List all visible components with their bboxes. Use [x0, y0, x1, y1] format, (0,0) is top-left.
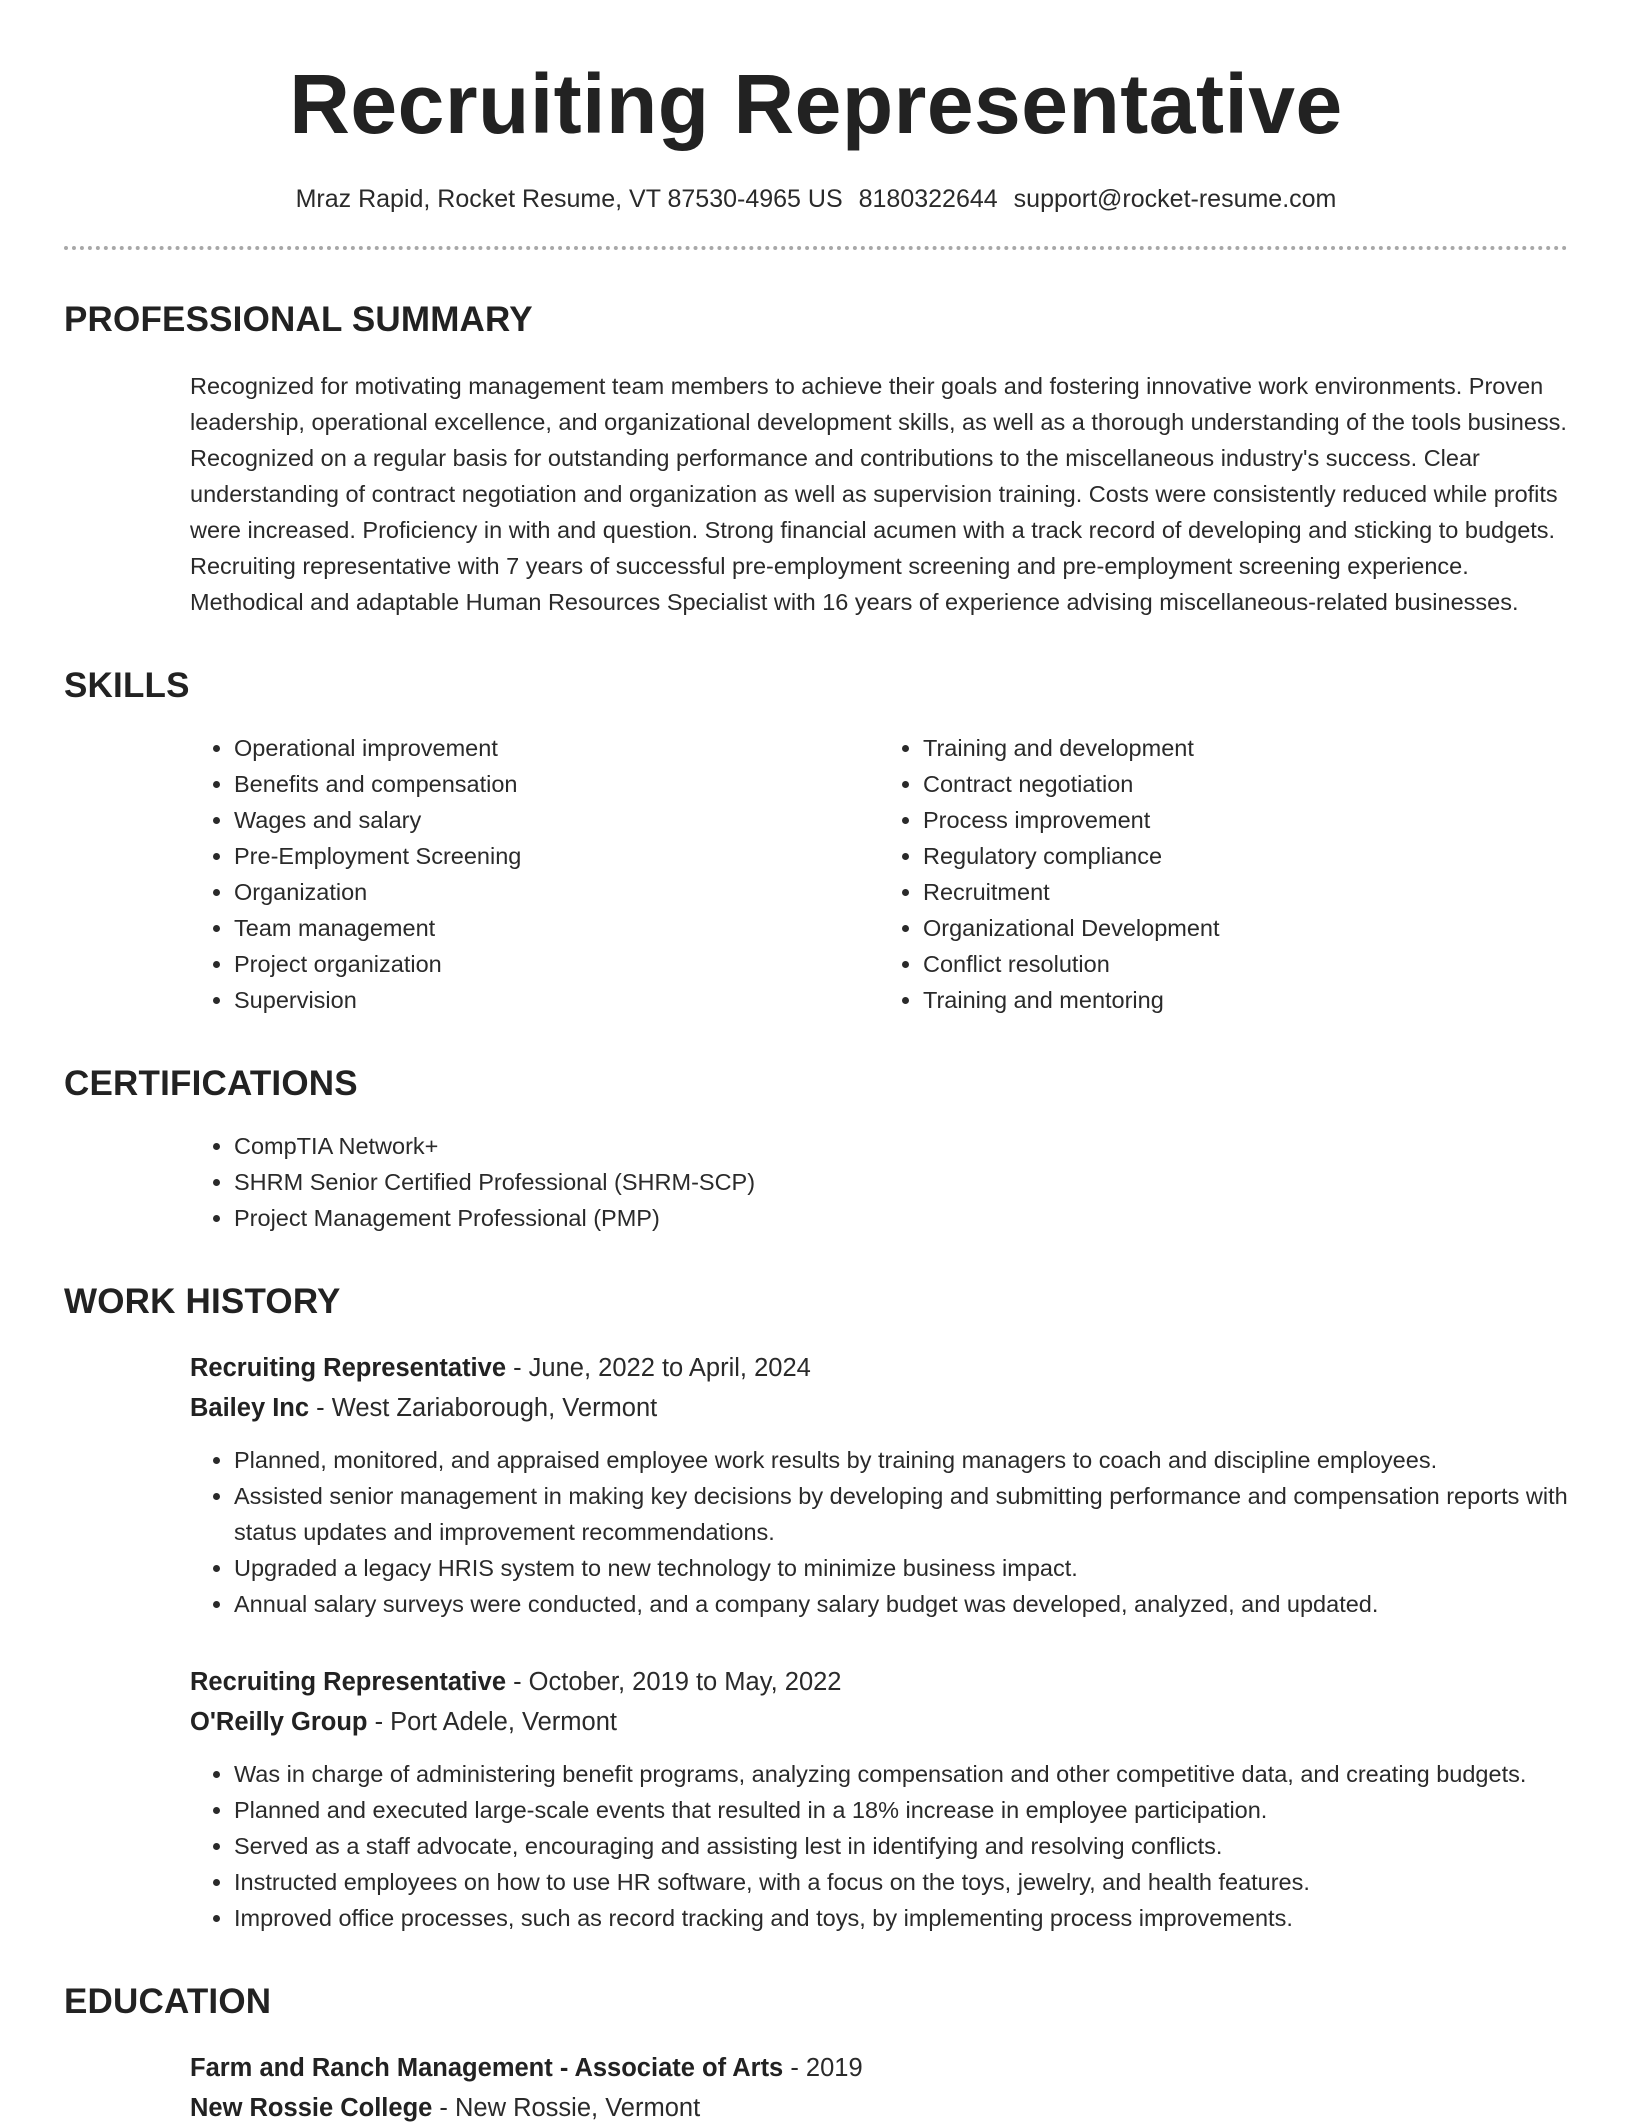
contact-email: support@rocket-resume.com — [1013, 185, 1337, 213]
summary-text: Recognized for motivating management team members to achieve their goals and fostering innovative work environments. Proven leadership, operational excellence, and organizational development skills, as well as a thorough understanding of the tools business. Recognized on a regular basis for outstanding performance and contributions to the miscellaneous industry's success. Clear understanding of contract negotiation and organization as well as supervision training. Costs were consistently reduced while profits were increased. Proficiency in with and question. Strong financial acumen with a track record of developing and sticking to budgets. Recruiting representative with 7 years of successful pre-employment screening and pre-employment screening experience. Methodical and adaptable Human Resources Specialist with 16 years of experience advising miscellaneous-related businesses. — [190, 373, 1567, 615]
education-degree: Farm and Ranch Management - Associate of Arts — [190, 2054, 784, 2082]
summary-section — [64, 298, 1568, 620]
skill-item: • Project organization — [234, 946, 879, 982]
summary-heading: PROFESSIONAL SUMMARY — [64, 300, 533, 339]
job-duty: • Upgraded a legacy HRIS system to new technology to minimize business impact. — [234, 1550, 1568, 1586]
skill-item: • Wages and salary — [234, 802, 879, 838]
certifications-heading: CERTIFICATIONS — [64, 1064, 358, 1103]
job-title-line — [190, 1348, 1568, 1388]
education-degree-line — [190, 2048, 1568, 2088]
job-duty: • Assisted senior management in making key decisions by developing and submitting performance and compensation reports with status updates and improvement recommendations. — [234, 1478, 1568, 1550]
contact-phone: 8180322644 — [858, 185, 998, 213]
skill-item: • Regulatory compliance — [923, 838, 1568, 874]
education-entry — [190, 2048, 1568, 2128]
job-role: Recruiting Representative — [190, 1354, 507, 1382]
candidate-name: Recruiting Representative — [289, 57, 1343, 151]
job-title-line — [190, 1662, 1568, 1702]
job-company-line — [190, 1388, 1568, 1428]
header-divider — [64, 246, 1568, 250]
skill-item: • Training and development — [923, 730, 1568, 766]
skill-item: • Recruitment — [923, 874, 1568, 910]
education-location: - New Rossie, Vermont — [432, 2094, 701, 2122]
skill-item: • Contract negotiation — [923, 766, 1568, 802]
certification-item: • Project Management Professional (PMP) — [234, 1200, 1568, 1236]
certifications-body — [190, 1128, 1568, 1236]
skill-item: • Organizational Development — [923, 910, 1568, 946]
contact-address: Mraz Rapid, Rocket Resume, VT 87530-4965 US — [295, 185, 843, 213]
skills-list-right — [879, 730, 1568, 1018]
skill-item: • Team management — [234, 910, 879, 946]
work-history-heading: WORK HISTORY — [64, 1282, 341, 1321]
job-duty: • Was in charge of administering benefit programs, analyzing compensation and other competitive data, and creating budgets. — [234, 1756, 1568, 1792]
skill-item: • Organization — [234, 874, 879, 910]
job-company: Bailey Inc — [190, 1394, 310, 1422]
skill-item: • Process improvement — [923, 802, 1568, 838]
job-duty: • Annual salary surveys were conducted, and a company salary budget was developed, analyzed, and updated. — [234, 1586, 1568, 1622]
certification-item: • SHRM Senior Certified Professional (SHRM-SCP) — [234, 1164, 1568, 1200]
job-entry — [190, 1662, 1568, 1936]
skill-item: • Conflict resolution — [923, 946, 1568, 982]
job-location: - Port Adele, Vermont — [367, 1708, 617, 1736]
job-duty: • Planned and executed large-scale events that resulted in a 18% increase in employee participation. — [234, 1792, 1568, 1828]
education-school-line — [190, 2088, 1568, 2128]
job-dates: - October, 2019 to May, 2022 — [506, 1668, 842, 1696]
education-heading: EDUCATION — [64, 1982, 272, 2021]
job-duty: • Planned, monitored, and appraised employee work results by training managers to coach and discipline employees. — [234, 1442, 1568, 1478]
resume-header — [64, 0, 1568, 250]
skill-item: • Operational improvement — [234, 730, 879, 766]
job-duty: • Served as a staff advocate, encouraging and assisting lest in identifying and resolving conflicts. — [234, 1828, 1568, 1864]
job-company: O'Reilly Group — [190, 1708, 368, 1736]
skill-item: • Pre-Employment Screening — [234, 838, 879, 874]
job-company-line — [190, 1702, 1568, 1742]
skills-columns — [190, 730, 1568, 1018]
job-duty: • Improved office processes, such as record tracking and toys, by implementing process improvements. — [234, 1900, 1568, 1936]
education-section — [64, 1980, 1568, 2128]
education-school: New Rossie College — [190, 2094, 433, 2122]
education-body — [190, 2048, 1568, 2128]
skill-item: • Training and mentoring — [923, 982, 1568, 1018]
job-entry — [190, 1348, 1568, 1622]
skill-item: • Benefits and compensation — [234, 766, 879, 802]
skills-heading: SKILLS — [64, 666, 190, 705]
certifications-section — [64, 1062, 1568, 1236]
job-duties-list — [190, 1442, 1568, 1622]
certification-item: • CompTIA Network+ — [234, 1128, 1568, 1164]
contact-line — [64, 182, 1568, 216]
job-duties-list — [190, 1756, 1568, 1936]
skill-item: • Supervision — [234, 982, 879, 1018]
job-role: Recruiting Representative — [190, 1668, 507, 1696]
work-history-body — [190, 1348, 1568, 1936]
education-year: - 2019 — [783, 2054, 863, 2082]
resume-page — [64, 0, 1568, 2128]
job-dates: - June, 2022 to April, 2024 — [506, 1354, 811, 1382]
job-location: - West Zariaborough, Vermont — [309, 1394, 658, 1422]
skills-list-left — [190, 730, 879, 1018]
job-duty: • Instructed employees on how to use HR software, with a focus on the toys, jewelry, and health features. — [234, 1864, 1568, 1900]
work-history-section — [64, 1280, 1568, 1936]
certifications-list — [190, 1128, 1568, 1236]
skills-section — [64, 664, 1568, 1018]
